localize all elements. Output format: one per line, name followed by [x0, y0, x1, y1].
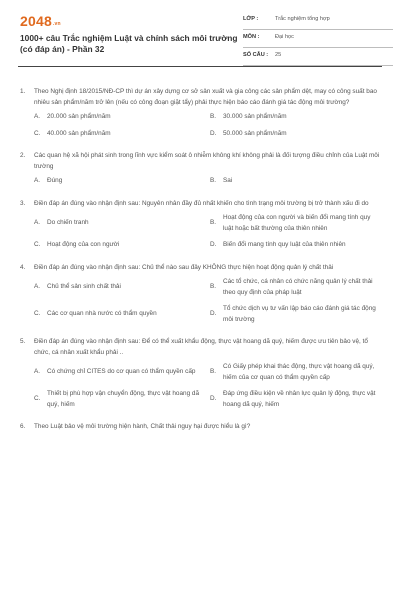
question-number: 3.	[20, 199, 26, 207]
question-text: Các quan hệ xã hội phát sinh trong lĩnh vực kiểm soát ô nhiễm không khí không phải là đối tượng điều chỉnh của Luật môi trường	[34, 152, 380, 170]
option-text: Sai	[223, 177, 233, 184]
page-header	[18, 0, 382, 75]
option-text: Có chứng chỉ CITES do cơ quan có thẩm quyền cấp	[47, 368, 196, 376]
answer-option[interactable]	[210, 213, 382, 234]
meta-subject-row	[243, 30, 393, 48]
question-header	[18, 87, 382, 108]
option-letter: B.	[210, 219, 217, 227]
answer-option[interactable]	[210, 389, 382, 410]
answer-option[interactable]	[34, 176, 206, 187]
question-text: Điền đáp án đúng vào nhận định sau: Để có thể xuất khẩu động, thực vật hoang dã quý, hiếm được ưu tiên bảo vệ, tổ chức, cá nhân xuất khẩu phải ..	[34, 338, 368, 356]
option-letter: D.	[210, 310, 217, 318]
question-number: 6.	[20, 423, 26, 430]
option-letter: A.	[34, 113, 41, 120]
option-text: Hoạt động của con người và biến đổi mang tính quy luật hoặc bất thường của thiên nhiên	[223, 214, 371, 232]
question-number: 5.	[20, 338, 26, 345]
document-title: 1000+ câu Trắc nghiệm Luật và chính sách môi trường (có đáp án) - Phần 32	[20, 33, 238, 54]
answer-option[interactable]	[34, 240, 206, 251]
option-text: 40.000 sản phẩm/năm	[47, 129, 111, 137]
option-letter: C.	[34, 129, 41, 137]
meta-value: Đại học	[275, 34, 294, 40]
question-header	[18, 263, 382, 274]
answer-options	[34, 362, 382, 410]
option-text: Hoạt động của con người	[47, 241, 120, 248]
option-letter: B.	[210, 283, 217, 291]
option-letter: C.	[34, 241, 41, 248]
answer-option[interactable]	[210, 129, 382, 140]
option-letter: D.	[210, 395, 217, 403]
option-text: 30.000 sản phẩm/năm	[223, 113, 287, 120]
question-header	[18, 422, 382, 433]
answer-options	[34, 112, 382, 139]
option-text: Các tổ chức, cá nhân có chức năng quản lý chất thải theo quy định của pháp luật	[223, 278, 373, 296]
answer-option[interactable]	[34, 304, 206, 325]
option-letter: C.	[34, 310, 41, 318]
option-letter: A.	[34, 283, 41, 291]
option-letter: B.	[210, 368, 217, 376]
option-text: Có Giấy phép khai thác động, thực vật hoang dã quý, hiếm của cơ quan có thẩm quyền cấp	[223, 363, 375, 381]
answer-option[interactable]	[34, 362, 206, 383]
answer-option[interactable]	[210, 304, 382, 325]
option-text: 20.000 sản phẩm/năm	[47, 113, 111, 120]
option-letter: D.	[210, 241, 217, 248]
answer-option[interactable]	[34, 213, 206, 234]
option-text: Biến đổi mang tính quy luật của thiên nhiên	[223, 241, 346, 248]
question-item	[18, 199, 382, 251]
meta-value: 25	[275, 52, 282, 58]
document-meta	[243, 12, 393, 66]
meta-label: MÔN :	[243, 34, 260, 40]
meta-count-row	[243, 48, 393, 66]
meta-label: LỚP :	[243, 16, 259, 22]
answer-option[interactable]	[210, 176, 382, 187]
answer-option[interactable]	[34, 389, 206, 410]
question-item	[18, 263, 382, 326]
question-number: 4.	[20, 263, 26, 271]
answer-options	[34, 277, 382, 325]
question-number: 2.	[20, 152, 26, 159]
option-letter: A.	[34, 368, 41, 376]
option-text: Thiết bị phù hợp vận chuyển động, thực vật hoang dã quý, hiếm	[47, 390, 200, 408]
header-divider	[18, 66, 382, 67]
option-text: Đúng	[47, 177, 63, 184]
option-letter: A.	[34, 219, 41, 227]
answer-option[interactable]	[210, 112, 382, 123]
option-letter: B.	[210, 177, 217, 184]
answer-option[interactable]	[34, 277, 206, 298]
answer-options	[34, 176, 382, 187]
question-text: Điền đáp án đúng vào nhận định sau: Nguyên nhân đầy đủ nhất khiến cho tình trạng môi trường bị trở thành xấu đi do	[34, 199, 369, 207]
option-letter: B.	[210, 113, 217, 120]
option-letter: C.	[34, 395, 41, 403]
question-text: Theo Nghị định 18/2015/NĐ-CP thì dự án xây dựng cơ sở sản xuất và gia công các sản phẩm dệt, may có công suất bao nhiêu sản phẩm/năm trở lên (nếu có công đoạn giặt tẩy) phải thực hiện báo cáo đánh giá tác động môi trường?	[34, 88, 377, 106]
question-item	[18, 422, 382, 433]
option-text: Các cơ quan nhà nước có thẩm quyền	[47, 310, 157, 318]
question-item	[18, 337, 382, 410]
question-text: Điền đáp án đúng vào nhận định sau: Chủ thể nào sau đây KHÔNG thực hiện hoạt động quản lý chất thải	[34, 263, 334, 271]
answer-option[interactable]	[34, 129, 206, 140]
option-text: Đáp ứng điều kiện về nhân lực quản lý động, thực vật hoang dã quý, hiếm	[223, 390, 376, 408]
answer-option[interactable]	[210, 277, 382, 298]
site-logo[interactable]: $2048^{.vn}$	[20, 13, 61, 29]
meta-value: Trắc nghiệm tổng hợp	[275, 16, 330, 22]
question-text: Theo Luật bảo vệ môi trường hiện hành, Chất thải nguy hại được hiểu là gì?	[34, 423, 251, 430]
question-header	[18, 199, 382, 210]
question-item	[18, 151, 382, 187]
question-item	[18, 87, 382, 139]
meta-class-row	[243, 12, 393, 30]
question-header	[18, 151, 382, 172]
meta-label: SỐ CÂU :	[243, 52, 269, 58]
question-list	[18, 87, 382, 433]
question-number: 1.	[20, 88, 26, 95]
option-text: Tổ chức dịch vụ tư vấn lập báo cáo đánh giá tác động môi trường	[223, 305, 376, 323]
option-letter: A.	[34, 177, 41, 184]
answer-option[interactable]	[210, 362, 382, 383]
option-text: Chủ thể sản sinh chất thải	[47, 283, 121, 291]
option-text: Do chiến tranh	[47, 219, 89, 227]
answer-option[interactable]	[34, 112, 206, 123]
answer-options	[34, 213, 382, 251]
question-header	[18, 337, 382, 358]
option-text: 50.000 sản phẩm/năm	[223, 129, 287, 137]
option-letter: D.	[210, 129, 217, 137]
answer-option[interactable]	[210, 240, 382, 251]
